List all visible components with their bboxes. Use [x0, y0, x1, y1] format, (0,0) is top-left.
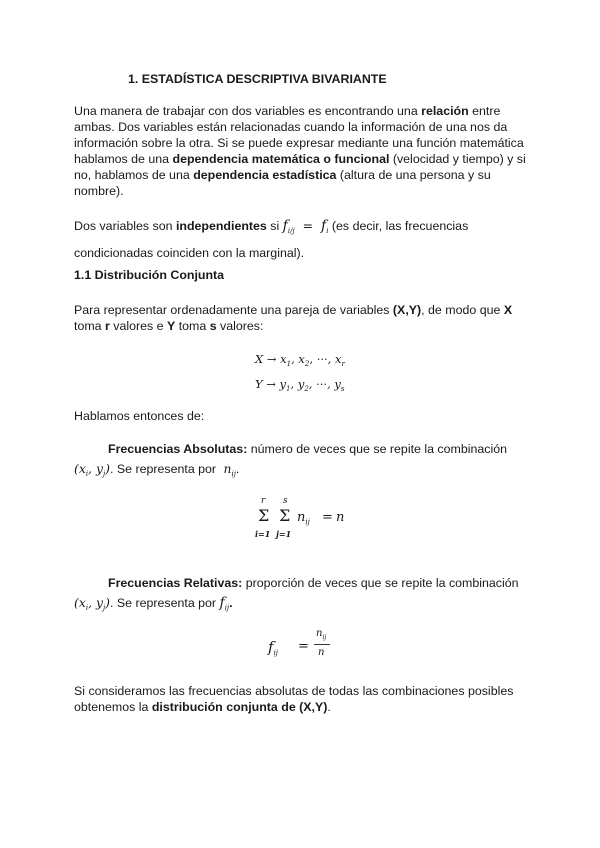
indep-bold: independientes [175, 219, 267, 233]
absolutas-desc: número de veces que se repite la combinación [247, 442, 507, 456]
joint-text-5: toma [175, 319, 210, 333]
intro-bold-dependencia-matematica: dependencia matemática o funcional [172, 152, 390, 166]
closing-bold: distribución conjunta de (X,Y) [151, 700, 328, 714]
indep-text-1: Dos variables son [74, 219, 176, 233]
f-ij: $f_{ij}$ [219, 595, 230, 612]
independence-paragraph [74, 215, 534, 264]
intro-bold-dependencia-estadistica: dependencia estadística [193, 168, 337, 182]
variable-lines [255, 349, 345, 399]
joint-bold-r: r [105, 319, 110, 333]
equals-sign: = [302, 218, 314, 233]
subsection-title: 1.1 Distribución Conjunta [74, 268, 225, 282]
closing-paragraph [74, 683, 534, 715]
intro-paragraph [74, 103, 534, 199]
intro-text-1: Una manera de trabajar con dos variables es encontrando una [74, 104, 422, 118]
joint-text-6: valores: [216, 319, 264, 333]
relative-formula: $f_{ij}$ = $n_{ij}$ n [268, 628, 348, 668]
joint-text-2: , de modo que [421, 303, 504, 317]
intro-text-2: entre ambas. Dos variables están relacionadas cuando la información de una nos da información sobre la otra. Si se puede expresar mediante una función matemática hablamos de una [74, 104, 524, 166]
n-ij: $n_{ij}$ [223, 461, 236, 478]
relativas-pair: ($x_i$, $y_j$) [74, 595, 110, 612]
joint-bold-y: Y [167, 319, 176, 333]
intro-text-3: (velocidad y tiempo) y si no, hablamos de una [74, 152, 526, 182]
hablamos-text: Hablamos entonces de: [74, 409, 205, 423]
y-values-line: $Y \to y_1$, $y_2$, ···, $y_s$ [255, 377, 345, 393]
joint-bold-s: s [209, 319, 217, 333]
section-title: 1. ESTADÍSTICA DESCRIPTIVA BIVARIANTE [128, 72, 387, 86]
joint-intro-paragraph [74, 302, 534, 334]
indep-text-3: (es decir, las frecuencias [328, 219, 469, 233]
relativas-desc: proporción de veces que se repite la combinación [242, 576, 519, 590]
indep-text-4: condicionadas coinciden con la marginal). [74, 246, 305, 260]
absolutas-pair: ($x_i$, $y_j$) [74, 461, 110, 478]
joint-text-3: toma [74, 319, 105, 333]
relativas-paragraph: Frecuencias Relativas: proporción de veces que se repite la combinación ($x_i$, $y_j$). Se representa por $f_{ij}$. [74, 576, 519, 612]
joint-bold-xy: (X,Y) [392, 303, 422, 317]
closing-text-2: . [327, 700, 331, 714]
indep-text-2: si [266, 219, 283, 233]
intro-text-4: (altura de una persona y su nombre). [74, 168, 491, 198]
relativas-rep: . Se representa por [109, 596, 220, 610]
intro-bold-relacion: relación [421, 104, 469, 118]
joint-text-4: valores e [109, 319, 167, 333]
absolutas-paragraph: Frecuencias Absolutas: número de veces que se repite la combinación ($x_i$, $y_j$). Se representa por $n_{ij}$. [74, 442, 507, 478]
f-conditional: $f_{i/j}$ [282, 218, 295, 235]
sum-formula: r Σ i=1 s Σ j=1 $n_{ij}$ = n [255, 496, 345, 539]
joint-bold-x: X [503, 303, 513, 317]
x-values-line: $X \to x_1$, $x_2$, ···, $x_r$ [255, 352, 345, 368]
fraction-bar [314, 644, 330, 645]
relativas-label: Frecuencias Relativas: [108, 576, 243, 590]
closing-text-1: Si consideramos las frecuencias absolutas de todas las combinaciones posibles obtenemos la [74, 684, 514, 714]
f-marginal: $f_i$ [321, 218, 329, 235]
joint-text-1: Para representar ordenadamente una pareja de variables [74, 303, 393, 317]
absolutas-rep: . Se representa por [109, 462, 220, 476]
absolutas-label: Frecuencias Absolutas: [108, 442, 248, 456]
